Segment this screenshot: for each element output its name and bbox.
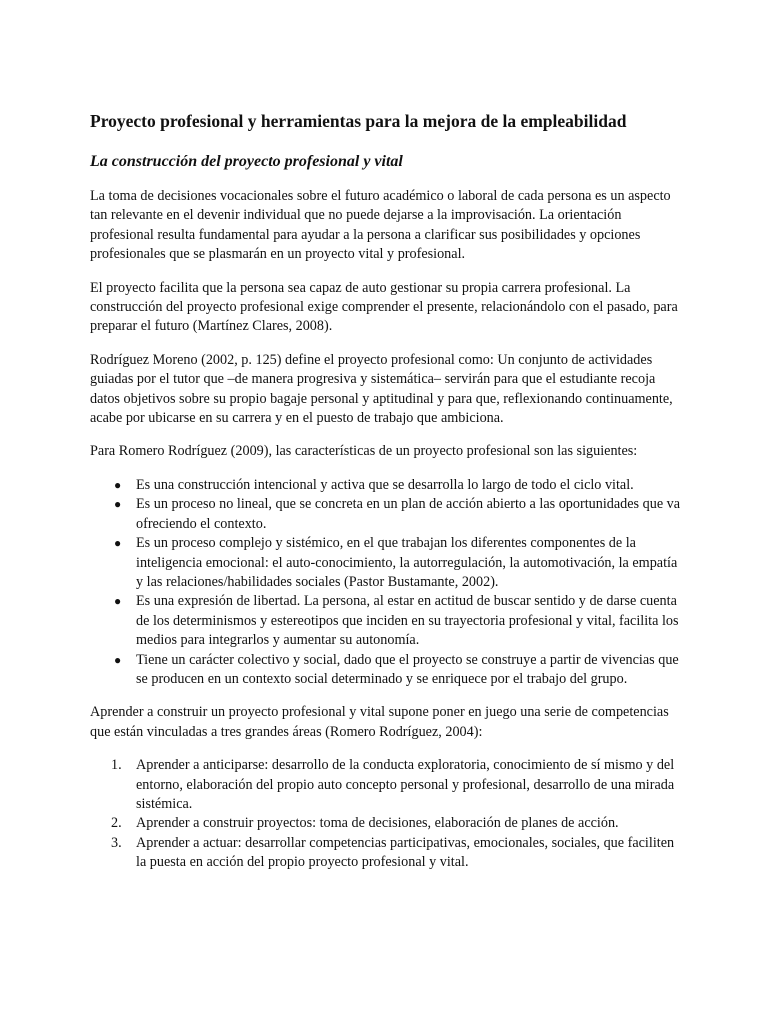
list-number: 1. bbox=[111, 757, 122, 774]
list-item-text: Es un proceso complejo y sistémico, en el que trabajan los diferentes componentes de la inteligencia emocional: el auto-conocimiento, la autorregulación, la automotivación, la empatía y las relaciones/habilidades sociales (Pastor Bustamante, 2002). bbox=[136, 535, 678, 590]
list-item bbox=[114, 651, 682, 690]
bullet-icon: ● bbox=[114, 594, 122, 609]
list-item-text: Tiene un carácter colectivo y social, dado que el proyecto se construye a partir de vivencias que se producen en un contexto social determinado y se enriquece por el trabajo del grupo. bbox=[136, 651, 679, 687]
paragraph-5: Aprender a construir un proyecto profesional y vital supone poner en juego una serie de competencias que están vinculadas a tres grandes áreas (Romero Rodríguez, 2004): bbox=[90, 704, 669, 740]
list-item-text: Es una expresión de libertad. La persona, al estar en actitud de buscar sentido y de darse cuenta de los determinismos y estereotipos que inciden en su trayectoria profesional y vital, facilita los medios para integrarlos y aumentar su autonomía. bbox=[136, 593, 679, 649]
list-item bbox=[114, 534, 682, 592]
bullet-icon: ● bbox=[114, 536, 122, 551]
list-item-text: Aprender a construir proyectos: toma de decisiones, elaboración de planes de acción. bbox=[136, 815, 619, 832]
document-page bbox=[90, 109, 682, 887]
paragraph-1: La toma de decisiones vocacionales sobre el futuro académico o laboral de cada persona es un aspecto tan relevante en el devenir individual que no puede dejarse a la improvisación. La orientación profesional resulta fundamental para ayudar a la persona a clarificar sus posibilidades y opciones profesionales que se plasmarán en un proyecto vital y profesional. bbox=[90, 188, 671, 263]
paragraph-2: El proyecto facilita que la persona sea capaz de auto gestionar su propia carrera profesional. La construcción del proyecto profesional exige comprender el presente, relacionándolo con el pasado, para preparar el futuro (Martínez Clares, 2008). bbox=[90, 279, 678, 335]
list-item-text: Es un proceso no lineal, que se concreta en un plan de acción abierto a las oportunidades que va ofreciendo el contexto. bbox=[136, 496, 681, 532]
list-item-text: Aprender a actuar: desarrollar competencias participativas, emocionales, sociales, que faciliten la puesta en acción del propio proyecto profesional y vital. bbox=[136, 834, 675, 871]
list-item bbox=[111, 756, 682, 814]
list-item-text: Aprender a anticiparse: desarrollo de la conducta exploratoria, conocimiento de sí mismo y del entorno, elaboración del propio auto concepto personal y profesional, desarrollo de una mirada sistémica. bbox=[136, 757, 675, 812]
list-number: 2. bbox=[111, 815, 122, 832]
list-item bbox=[111, 814, 682, 833]
list-item bbox=[114, 476, 682, 495]
list-item bbox=[114, 592, 682, 650]
document-title: Proyecto profesional y herramientas para la mejora de la empleabilidad bbox=[90, 111, 627, 131]
bullet-icon: ● bbox=[114, 477, 122, 492]
paragraph-4: Para Romero Rodríguez (2009), las características de un proyecto profesional son las siguientes: bbox=[90, 443, 638, 460]
paragraph-3: Rodríguez Moreno (2002, p. 125) define el proyecto profesional como: Un conjunto de actividades guiadas por el tutor que –de manera progresiva y sistemática– servirán para que el estudiante recoja datos objetivos sobre su propio bagaje personal y aptitudinal y para que, reflexionando continuamente, acabe por ubicarse en su carrera y en el puesto de trabajo que ambiciona. bbox=[90, 351, 673, 427]
characteristics-list bbox=[90, 476, 682, 689]
competencies-list bbox=[90, 756, 682, 872]
list-item bbox=[111, 834, 682, 873]
list-item bbox=[114, 495, 682, 534]
bullet-icon: ● bbox=[114, 652, 122, 667]
list-item-text: Es una construcción intencional y activa que se desarrolla lo largo de todo el ciclo vital. bbox=[136, 476, 634, 493]
section-heading: La construcción del proyecto profesional y vital bbox=[90, 153, 403, 170]
bullet-icon: ● bbox=[114, 497, 122, 512]
list-number: 3. bbox=[111, 834, 122, 851]
